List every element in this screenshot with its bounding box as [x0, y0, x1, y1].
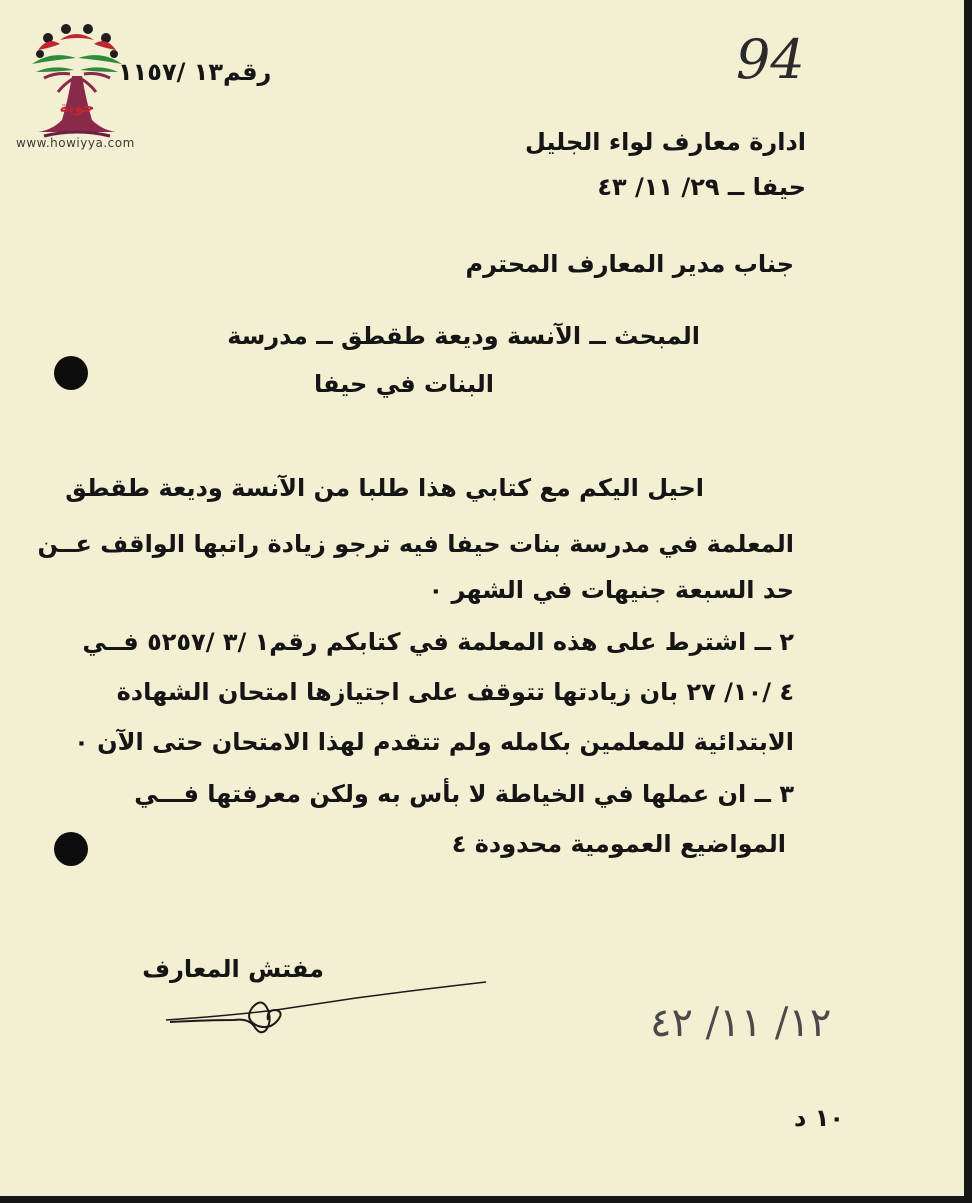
logo-wordmark: حوية	[59, 98, 95, 116]
signature-title: مفتش المعارف	[142, 955, 324, 983]
department-line: ادارة معارف لواء الجليل	[524, 128, 806, 156]
body-line-5: ٤ /١٠/ ٢٧ بان زيادتها تتوقف على اجتيازها امتحان الشهادة	[116, 678, 794, 706]
handwritten-date: ١٢/ ١١/ ٤٢	[650, 1000, 832, 1046]
reference-number: رقم١٣ /١١٥٧	[118, 58, 272, 86]
addressee: جناب مدير المعارف المحترم	[465, 250, 794, 278]
body-line-4: ٢ ــ اشترط على هذه المعلمة في كتابكم رقم١ /٣ /٥٢٥٧ فــي	[82, 628, 794, 656]
body-line-8: المواضيع العمومية محدودة ٤	[451, 830, 786, 858]
body-line-6: الابتدائية للمعلمين بكامله ولم تتقدم لهذا الامتحان حتى الآن ٠	[74, 728, 794, 756]
body-line-2: المعلمة في مدرسة بنات حيفا فيه ترجو زيادة راتبها الواقف عــن	[37, 530, 794, 558]
punch-hole-bottom	[54, 832, 88, 866]
logo-url: www.howiyya.com	[16, 136, 135, 150]
punch-hole-top	[54, 356, 88, 390]
body-line-7: ٣ ــ ان عملها في الخياطة لا بأس به ولكن معرفتها فـــي	[134, 780, 794, 808]
signature-scribble	[160, 978, 500, 1038]
body-line-1: احيل اليكم مع كتابي هذا طلبا من الآنسة وديعة طقطق	[65, 474, 704, 502]
subject-line-2: البنات في حيفا	[313, 370, 494, 398]
footer-code: ١٠ د	[794, 1104, 844, 1132]
page-number: 94	[736, 28, 805, 91]
body-line-3: حد السبعة جنيهات في الشهر ٠	[428, 576, 794, 604]
place-date: حيفا ــ ٢٩/ ١١/ ٤٣	[597, 173, 806, 201]
howiyya-tree-logo	[14, 16, 140, 156]
subject-line-1: المبحث ــ الآنسة وديعة طقطق ــ مدرسة	[227, 322, 700, 350]
